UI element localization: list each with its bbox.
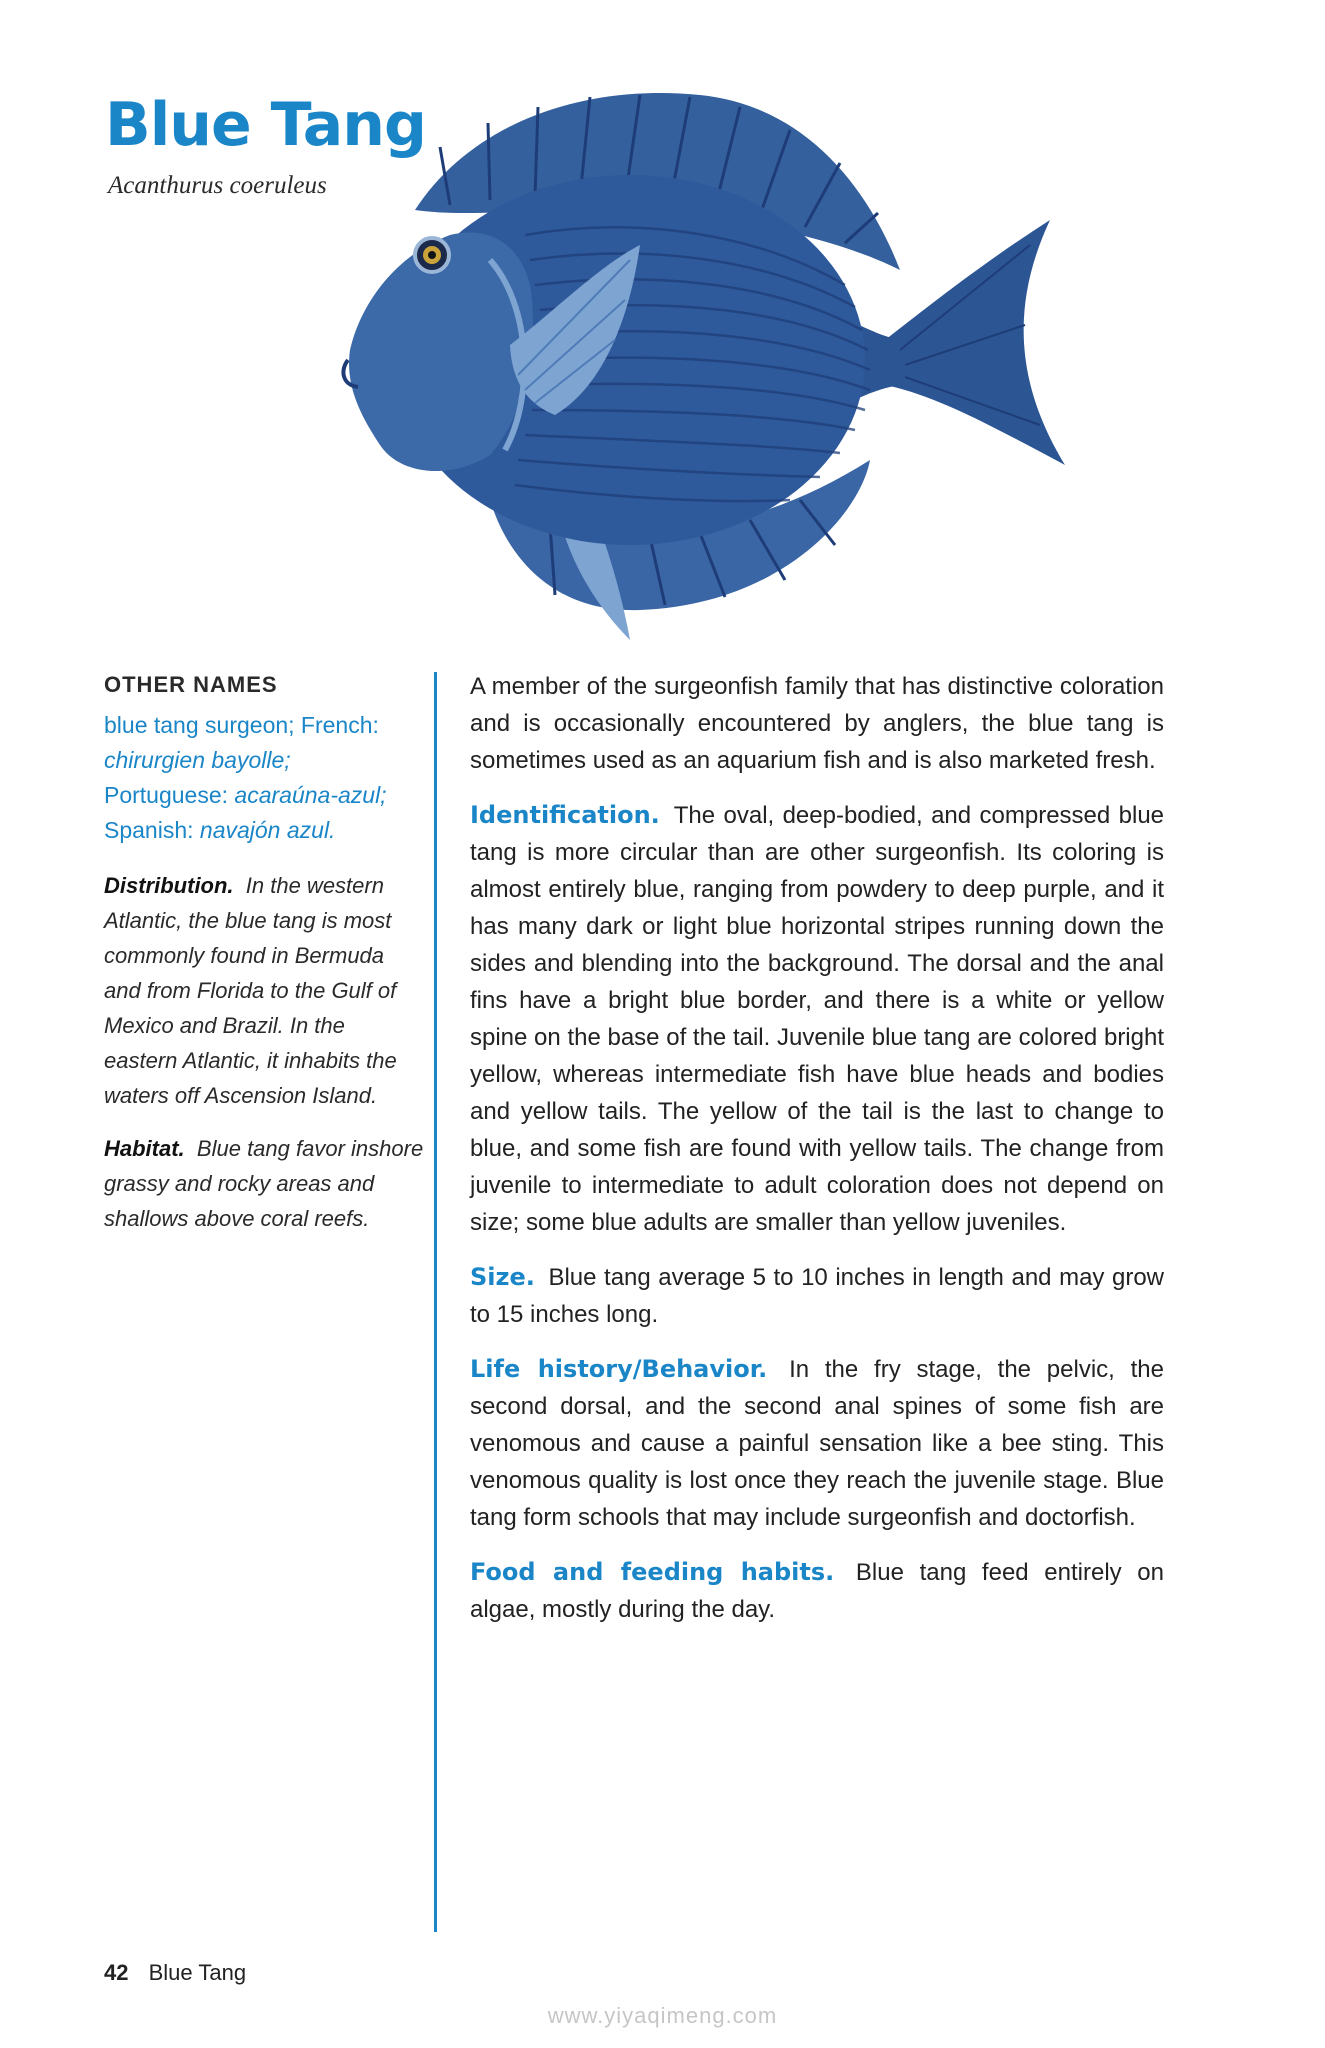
- other-names-heading: OTHER NAMES: [104, 672, 278, 697]
- page-footer: [104, 1960, 246, 1986]
- other-name-portuguese: acaraúna-azul;: [234, 782, 387, 808]
- habitat-paragraph: [104, 1131, 424, 1236]
- other-name-spanish: navajón azul.: [199, 817, 336, 843]
- habitat-text: Blue tang favor inshore grassy and rocky areas and shallows above coral reefs.: [104, 1136, 424, 1231]
- life-history-paragraph: [470, 1351, 1164, 1536]
- size-heading: Size.: [470, 1263, 535, 1291]
- intro-paragraph: A member of the surgeonfish family that has distinctive coloration and is occasionally encountered by anglers, the blue tang is sometimes used as an aquarium fish and is also marketed fresh.: [470, 673, 1164, 774]
- distribution-text: In the western Atlantic, the blue tang is most commonly found in Bermuda and from Florida to the Gulf of Mexico and Brazil. In the eastern Atlantic, it inhabits the waters off Ascension Island.: [104, 873, 397, 1108]
- main-text: [470, 668, 1164, 1646]
- habitat-label: Habitat.: [104, 1136, 185, 1161]
- life-history-text: In the fry stage, the pelvic, the second dorsal, and the second anal spines of some fish are venomous and cause a painful sensation like a bee sting. This venomous quality is lost once they reach the juvenile stage. Blue tang form schools that may include surgeonfish and doctorfish.: [470, 1356, 1164, 1531]
- identification-text: The oval, deep-bodied, and compressed blue tang is more circular than are other surgeonfish. Its coloring is almost entirely blue, ranging from powdery to deep purple, and it has many dark or light blue horizontal stripes running down the sides and blending into the background. The dorsal and the anal fins have a bright blue border, and there is a white or yellow spine on the base of the tail. Juvenile blue tang are colored bright yellow, whereas intermediate fish have blue heads and bodies and yellow tails. The yellow of the tail is the last to change to blue, and some fish are found with yellow tails. The change from juvenile to intermediate to adult coloration does not depend on size; some blue adults are smaller than yellow juveniles.: [470, 802, 1165, 1236]
- running-title: Blue Tang: [148, 1960, 247, 1985]
- identification-paragraph: [470, 797, 1164, 1241]
- watermark: www.yiyaqimeng.com: [547, 2003, 778, 2028]
- food-paragraph: [470, 1554, 1164, 1628]
- spanish-label: Spanish:: [104, 817, 200, 843]
- species-title: Blue Tang: [105, 90, 426, 160]
- other-names-list: [104, 708, 424, 848]
- life-history-heading: Life history/Behavior.: [470, 1355, 768, 1383]
- distribution-label: Distribution.: [104, 873, 234, 898]
- food-heading: Food and feeding habits.: [470, 1558, 835, 1586]
- size-paragraph: [470, 1259, 1164, 1333]
- food-text: Blue tang feed entirely on algae, mostly during the day.: [470, 1559, 1164, 1623]
- identification-heading: Identification.: [470, 801, 660, 829]
- page-number: 42: [104, 1960, 129, 1985]
- other-name-french: chirurgien bayolle;: [104, 747, 291, 773]
- sidebar: [104, 672, 424, 1254]
- other-name-english: blue tang surgeon; French:: [104, 712, 379, 738]
- column-divider: [434, 672, 437, 1932]
- blue-tang-fish-illustration: [340, 85, 1070, 645]
- size-text: Blue tang average 5 to 10 inches in length and may grow to 15 inches long.: [470, 1264, 1164, 1328]
- distribution-paragraph: [104, 868, 424, 1113]
- portuguese-label: Portuguese:: [104, 782, 235, 808]
- scientific-name: Acanthurus coeruleus: [108, 172, 327, 199]
